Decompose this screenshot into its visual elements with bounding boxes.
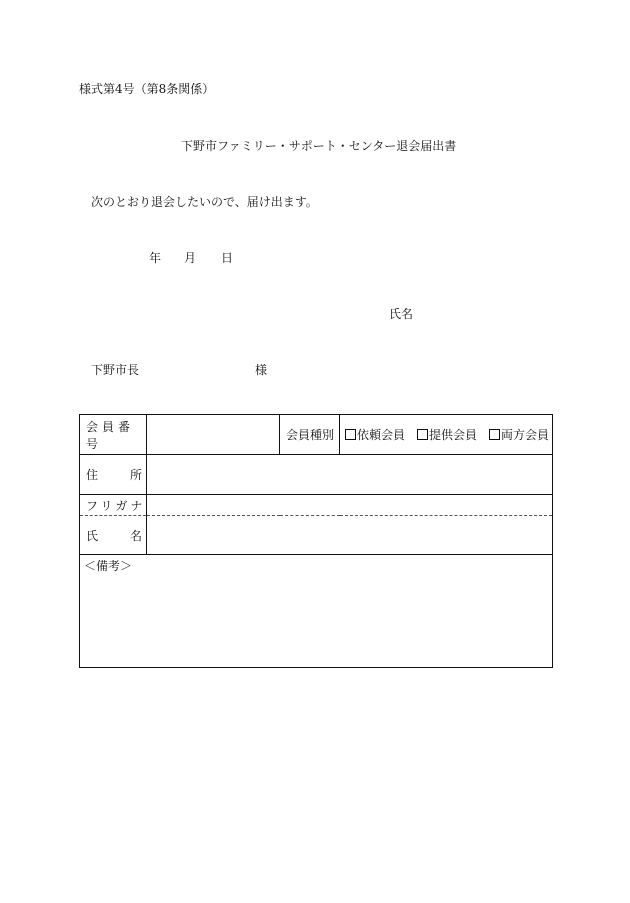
- checkbox-icon[interactable]: [345, 429, 356, 440]
- signer-name-label: 氏名: [389, 307, 414, 321]
- date-year-label: 年: [149, 251, 162, 265]
- date-day-label: 日: [221, 251, 234, 265]
- address-label: 住 所: [80, 455, 147, 495]
- intro-text: 次のとおり退会したいので、届け出ます。: [91, 195, 318, 209]
- document-title: 下野市ファミリー・サポート・センター退会届出書: [181, 139, 457, 153]
- checkbox-icon[interactable]: [489, 429, 500, 440]
- member-type-label: 会員種別: [280, 415, 340, 455]
- remarks-row: [80, 555, 553, 668]
- withdrawal-form-table: [79, 414, 553, 668]
- member-type-option-requester[interactable]: 依頼会員: [345, 428, 405, 442]
- name-row: [80, 516, 553, 555]
- remarks-field[interactable]: [80, 555, 553, 668]
- addressee-honorific: 様: [255, 363, 268, 377]
- furigana-label: フリガナ: [80, 495, 147, 516]
- member-type-options: [340, 415, 553, 455]
- name-field[interactable]: [147, 516, 553, 555]
- remarks-label: ＜備考＞: [84, 559, 133, 573]
- checkbox-icon[interactable]: [417, 429, 428, 440]
- member-number-label: 会員番号: [80, 415, 147, 455]
- date-month-label: 月: [184, 251, 197, 265]
- furigana-field[interactable]: [147, 495, 553, 516]
- member-number-field[interactable]: [147, 415, 280, 455]
- name-label: 氏 名: [80, 516, 147, 555]
- address-row: [80, 455, 553, 495]
- form-number: 様式第4号（第8条関係）: [79, 82, 215, 96]
- address-field[interactable]: [147, 455, 553, 495]
- member-row: [80, 415, 553, 455]
- furigana-row: [80, 495, 553, 516]
- addressee: 下野市長: [91, 363, 140, 377]
- member-type-option-both[interactable]: 両方会員: [489, 428, 549, 442]
- member-type-option-provider[interactable]: 提供会員: [417, 428, 477, 442]
